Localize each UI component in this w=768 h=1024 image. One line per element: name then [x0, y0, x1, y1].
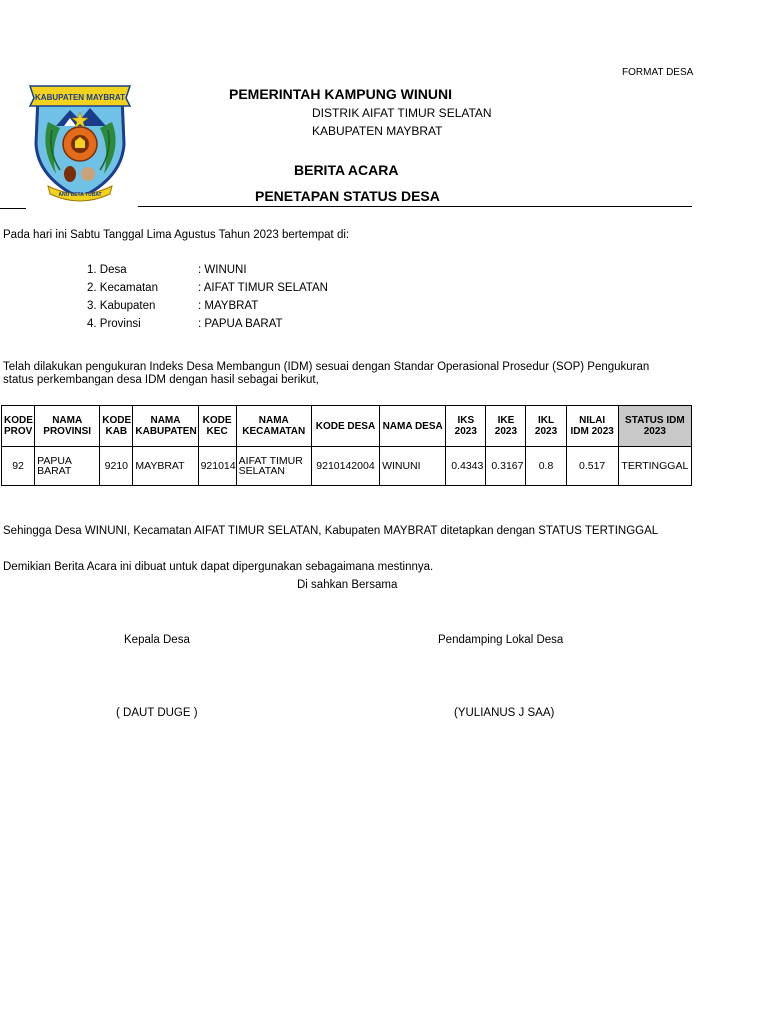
location-label: 1. Desa — [87, 264, 127, 276]
header-nama-kecamatan: NAMA KECAMATAN — [236, 406, 311, 447]
header-status-idm: STATUS IDM 2023 — [618, 406, 691, 447]
header-ike: IKE 2023 — [486, 406, 526, 447]
measurement-paragraph — [3, 361, 683, 387]
header-ikl: IKL 2023 — [526, 406, 566, 447]
location-item — [87, 318, 328, 336]
header-nama-kabupaten: NAMA KABUPATEN — [133, 406, 198, 447]
header-nama-desa: NAMA DESA — [380, 406, 446, 447]
header-divider — [138, 206, 692, 207]
emblem-motto-text: ANU BETA TUBAT — [58, 192, 102, 198]
cell-kode-desa: 9210142004 — [311, 447, 379, 486]
location-value: : MAYBRAT — [198, 300, 259, 312]
cell-iks: 0.4343 — [446, 447, 486, 486]
header-divider-left — [0, 208, 26, 209]
government-title: PEMERINTAH KAMPUNG WINUNI — [229, 86, 452, 102]
location-item — [87, 264, 328, 282]
location-label: 4. Provinsi — [87, 318, 141, 330]
cell-nama-provinsi: PAPUA BARAT — [35, 447, 100, 486]
document-title: BERITA ACARA — [294, 162, 399, 178]
location-item — [87, 282, 328, 300]
header-kode-kab: KODE KAB — [100, 406, 133, 447]
cell-kode-prov: 92 — [2, 447, 35, 486]
location-label: 2. Kecamatan — [87, 282, 158, 294]
cell-nama-kabupaten: MAYBRAT — [133, 447, 198, 486]
closing-text: Demikian Berita Acara ini dibuat untuk dapat dipergunakan sebagaimana mestinnya. — [3, 561, 434, 573]
location-list — [87, 264, 328, 336]
header-kode-prov: KODE PROV — [2, 406, 35, 447]
emblem-banner-text: KABUPATEN MAYBRAT — [35, 93, 125, 102]
cell-kode-kec: 921014 — [198, 447, 236, 486]
header-nama-provinsi: NAMA PROVINSI — [35, 406, 100, 447]
location-label: 3. Kabupaten — [87, 300, 156, 312]
location-value: : WINUNI — [198, 264, 247, 276]
signer-name-right: (YULIANUS J SAA) — [454, 707, 555, 719]
table-header-row — [2, 406, 692, 447]
ratified-label: Di sahkan Bersama — [297, 579, 398, 591]
header-iks: IKS 2023 — [446, 406, 486, 447]
idm-table — [1, 405, 692, 486]
table-row — [2, 447, 692, 486]
paragraph-line-2: status perkembangan desa IDM dengan hasil sebagai berikut, — [3, 374, 319, 386]
signer-role-left: Kepala Desa — [124, 634, 190, 646]
cell-nilai-idm: 0.517 — [566, 447, 618, 486]
paragraph-line-1: Telah dilakukan pengukuran Indeks Desa Membangun (IDM) sesuai dengan Standar Operasional Prosedur (SOP) Pengukuran — [3, 361, 650, 373]
signer-name-left: ( DAUT DUGE ) — [116, 707, 198, 719]
cell-nama-desa: WINUNI — [380, 447, 446, 486]
cell-kode-kab: 9210 — [100, 447, 133, 486]
header-kode-desa: KODE DESA — [311, 406, 379, 447]
header-kode-kec: KODE KEC — [198, 406, 236, 447]
cell-nama-kecamatan: AIFAT TIMUR SELATAN — [236, 447, 311, 486]
cell-ikl: 0.8 — [526, 447, 566, 486]
format-label: FORMAT DESA — [622, 67, 694, 78]
distrik-line: DISTRIK AIFAT TIMUR SELATAN — [312, 106, 492, 120]
location-item — [87, 300, 328, 318]
conclusion-text: Sehingga Desa WINUNI, Kecamatan AIFAT TIMUR SELATAN, Kabupaten MAYBRAT ditetapkan dengan STATUS TERTINGGAL — [3, 525, 659, 537]
intro-text: Pada hari ini Sabtu Tanggal Lima Agustus Tahun 2023 bertempat di: — [3, 229, 350, 241]
cell-status-idm: TERTINGGAL — [618, 447, 691, 486]
cell-ike: 0.3167 — [486, 447, 526, 486]
document-subtitle: PENETAPAN STATUS DESA — [255, 188, 440, 204]
kabupaten-line: KABUPATEN MAYBRAT — [312, 124, 443, 138]
location-value: : PAPUA BARAT — [198, 318, 283, 330]
header-nilai-idm: NILAI IDM 2023 — [566, 406, 618, 447]
signer-role-right: Pendamping Lokal Desa — [438, 634, 564, 646]
kabupaten-maybrat-emblem — [26, 82, 134, 204]
location-value: : AIFAT TIMUR SELATAN — [198, 282, 328, 294]
